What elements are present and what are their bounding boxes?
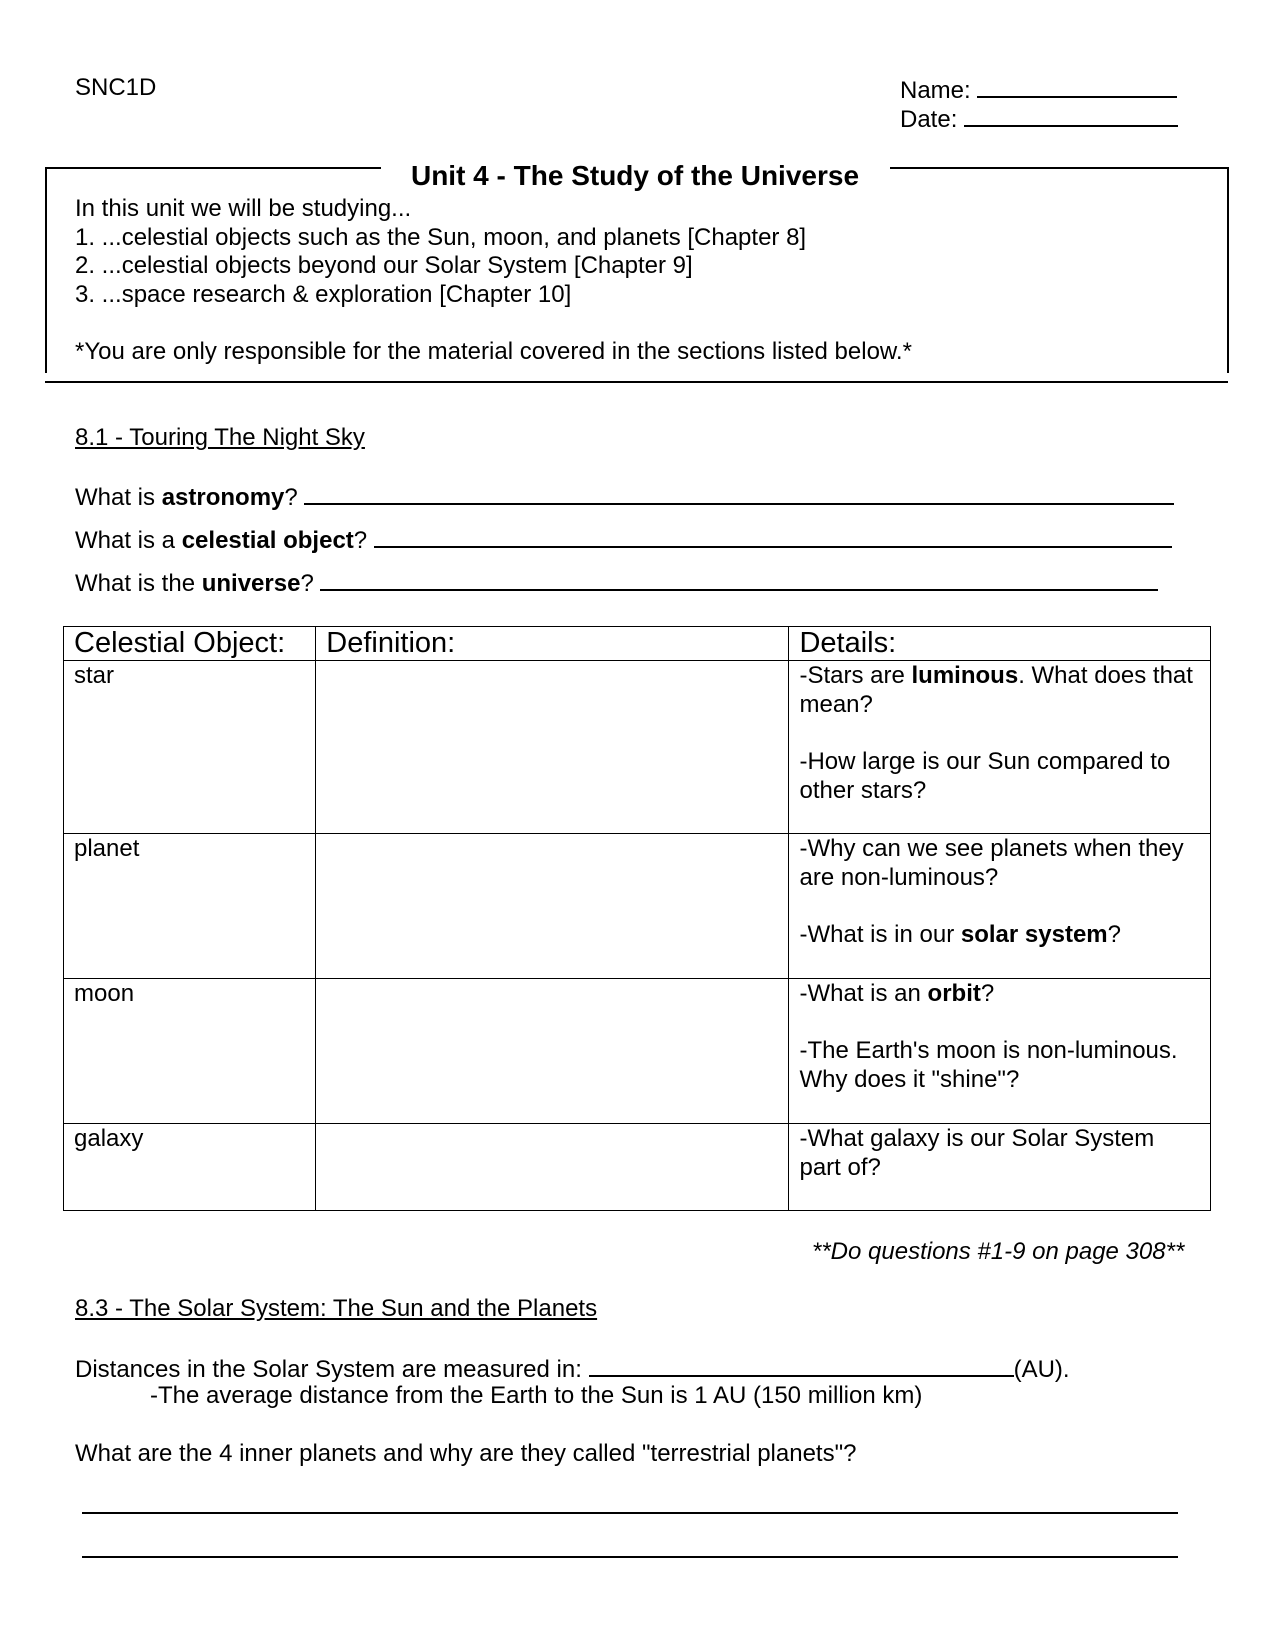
distance-question: Distances in the Solar System are measured in: (AU). bbox=[75, 1353, 1070, 1384]
details-cell bbox=[789, 1124, 1211, 1211]
definition-cell[interactable] bbox=[316, 979, 789, 1124]
details-cell bbox=[789, 661, 1211, 834]
unit-item-3: 3. ...space research & exploration [Chapter 10] bbox=[75, 281, 572, 308]
term-celestial-object: celestial object bbox=[181, 527, 354, 554]
box-bottom-border bbox=[45, 381, 1228, 383]
name-label: Name: bbox=[900, 77, 971, 104]
definition-cell[interactable] bbox=[316, 661, 789, 834]
definition-cell[interactable] bbox=[316, 1124, 789, 1211]
average-distance-note: -The average distance from the Earth to the Sun is 1 AU (150 million km) bbox=[150, 1382, 923, 1409]
date-label: Date: bbox=[900, 106, 958, 133]
detail-text: -Why can we see planets when they are non-luminous? bbox=[799, 835, 1184, 891]
answer-line[interactable] bbox=[82, 1556, 1178, 1558]
details-cell bbox=[789, 834, 1211, 979]
object-cell: moon bbox=[64, 979, 316, 1124]
details-cell bbox=[789, 979, 1211, 1124]
unit-title: Unit 4 - The Study of the Universe bbox=[410, 160, 860, 191]
unit-item-1: 1. ...celestial objects such as the Sun, moon, and planets [Chapter 8] bbox=[75, 224, 807, 251]
course-code: SNC1D bbox=[75, 74, 157, 101]
section-8-1-heading: 8.1 - Touring The Night Sky bbox=[75, 424, 365, 451]
definition-cell[interactable] bbox=[316, 834, 789, 979]
unit-note: *You are only responsible for the material covered in the sections listed below.* bbox=[75, 338, 912, 365]
table-row bbox=[64, 834, 1211, 979]
table-row bbox=[64, 1124, 1211, 1211]
homework-instruction: **Do questions #1-9 on page 308** bbox=[812, 1238, 1185, 1265]
header-celestial-object: Celestial Object: bbox=[64, 627, 316, 661]
term-astronomy: astronomy bbox=[161, 484, 285, 511]
answer-blank-astronomy[interactable] bbox=[304, 481, 1174, 505]
unit-intro: In this unit we will be studying... bbox=[75, 195, 412, 222]
table-row bbox=[64, 661, 1211, 834]
question-astronomy: What is astronomy? bbox=[75, 481, 1174, 512]
celestial-objects-table bbox=[63, 626, 1211, 1211]
answer-blank-universe[interactable] bbox=[320, 567, 1158, 591]
answer-blank-distance-unit[interactable] bbox=[589, 1353, 1014, 1377]
box-top-border-left bbox=[45, 167, 381, 169]
question-universe: What is the universe? bbox=[75, 567, 1158, 598]
date-blank[interactable] bbox=[964, 103, 1178, 127]
unit-item-2: 2. ...celestial objects beyond our Solar System [Chapter 9] bbox=[75, 252, 693, 279]
detail-text: -How large is our Sun compared to other stars? bbox=[799, 748, 1171, 804]
date-field-row bbox=[900, 103, 1178, 134]
term-universe: universe bbox=[201, 570, 301, 597]
inner-planets-question: What are the 4 inner planets and why are they called "terrestrial planets"? bbox=[75, 1440, 857, 1467]
table-row bbox=[64, 979, 1211, 1124]
detail-text: -What galaxy is our Solar System part of? bbox=[799, 1125, 1155, 1181]
question-celestial-object: What is a celestial object? bbox=[75, 524, 1172, 555]
object-cell: galaxy bbox=[64, 1124, 316, 1211]
name-field-row bbox=[900, 74, 1177, 105]
detail-text: -What is an orbit? bbox=[799, 980, 995, 1007]
header-definition: Definition: bbox=[316, 627, 789, 661]
section-8-3-heading: 8.3 - The Solar System: The Sun and the Planets bbox=[75, 1295, 598, 1322]
detail-text: -The Earth's moon is non-luminous. Why does it "shine"? bbox=[799, 1037, 1178, 1093]
table-header-row bbox=[64, 627, 1211, 661]
object-cell: star bbox=[64, 661, 316, 834]
answer-line[interactable] bbox=[82, 1512, 1178, 1514]
header-details: Details: bbox=[789, 627, 1211, 661]
detail-text: -Stars are luminous. What does that mean? bbox=[799, 662, 1193, 718]
name-blank[interactable] bbox=[977, 74, 1177, 98]
detail-text: -What is in our solar system? bbox=[799, 921, 1121, 948]
box-top-border-right bbox=[890, 167, 1227, 169]
object-cell: planet bbox=[64, 834, 316, 979]
answer-blank-celestial-object[interactable] bbox=[374, 524, 1172, 548]
